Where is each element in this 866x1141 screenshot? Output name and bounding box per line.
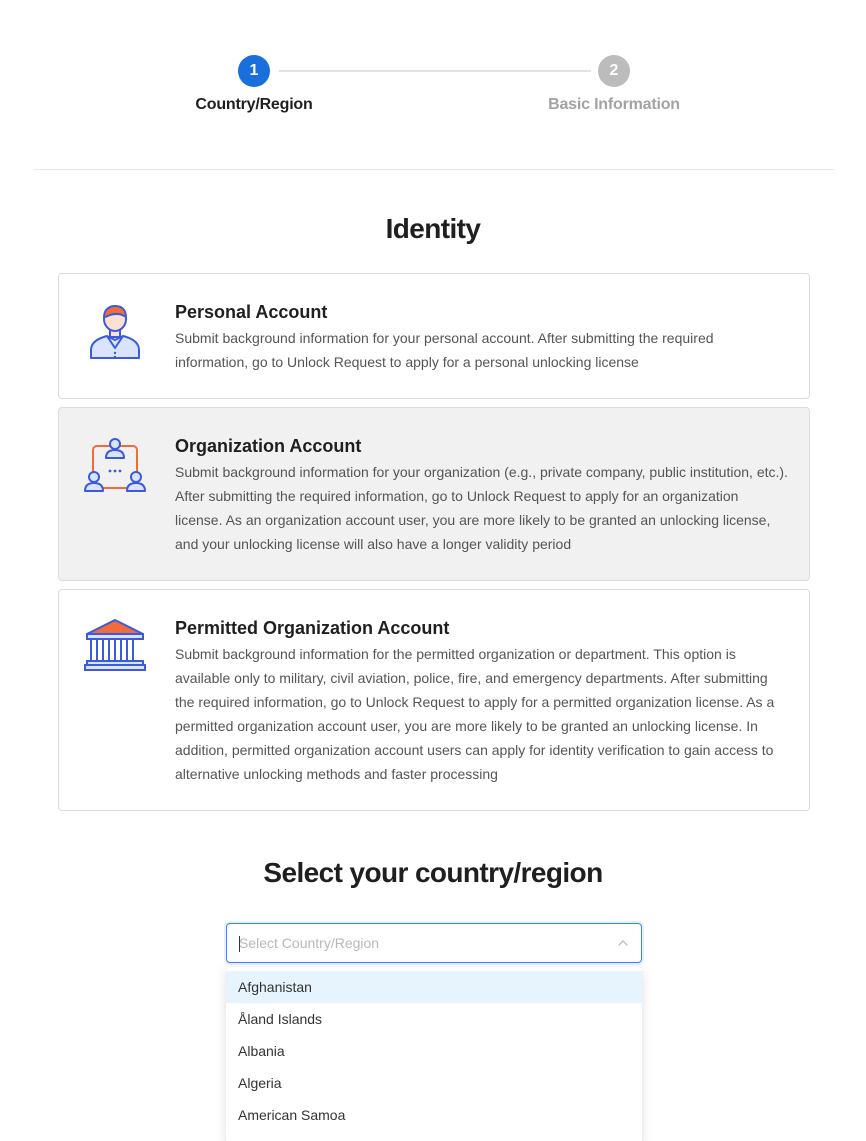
section-divider <box>34 169 834 170</box>
step-country-region[interactable] <box>164 55 344 114</box>
chevron-up-icon[interactable] <box>617 937 629 949</box>
country-select[interactable] <box>226 923 642 963</box>
card-title: Personal Account <box>175 302 328 322</box>
text-caret <box>239 936 240 952</box>
list-item[interactable]: Åland Islands <box>238 1011 323 1027</box>
permitted-organization-account-card[interactable] <box>58 589 810 811</box>
country-search-input[interactable] <box>239 924 599 962</box>
list-item[interactable]: Afghanistan <box>226 971 642 1003</box>
country-title: Select your country/region <box>263 857 603 888</box>
person-icon <box>83 300 147 364</box>
list-item[interactable]: Albania <box>238 1043 285 1059</box>
list-item[interactable]: Algeria <box>238 1075 282 1091</box>
step-label: Basic Information <box>548 96 680 113</box>
list-item[interactable]: American Samoa <box>238 1107 346 1123</box>
step-label: Country/Region <box>195 96 313 113</box>
stepper <box>0 55 866 125</box>
institution-icon <box>83 614 147 678</box>
country-dropdown <box>226 967 642 1141</box>
personal-account-card[interactable] <box>58 273 810 399</box>
step-basic-information[interactable] <box>524 55 704 114</box>
step-number: 1 <box>238 55 270 87</box>
card-description: Submit background information for your personal account. After submitting the required information, go to Unlock Request to apply for a personal unlocking license <box>175 330 714 370</box>
card-description: Submit background information for your organization (e.g., private company, public institution, etc.). After submitting the required information, go to Unlock Request to apply for an organization license. As an organization account user, you are more likely to be granted an unlocking license, and your unlocking license will also have a longer validity period <box>175 464 788 552</box>
organization-account-card[interactable] <box>58 407 810 581</box>
card-title: Permitted Organization Account <box>175 618 450 638</box>
card-title: Organization Account <box>175 436 362 456</box>
organization-icon <box>83 434 147 498</box>
step-number: 2 <box>598 55 630 87</box>
identity-title: Identity <box>385 213 481 244</box>
card-description: Submit background information for the permitted organization or department. This option is available only to military, civil aviation, police, fire, and emergency departments. After submitting the required information, go to Unlock Request to apply for a permitted organization license. As a permitted organization account user, you are more likely to be granted an unlocking license. In addition, permitted organization account users can apply for identity verification to gain access to alternative unlocking methods and faster processing <box>175 646 775 782</box>
